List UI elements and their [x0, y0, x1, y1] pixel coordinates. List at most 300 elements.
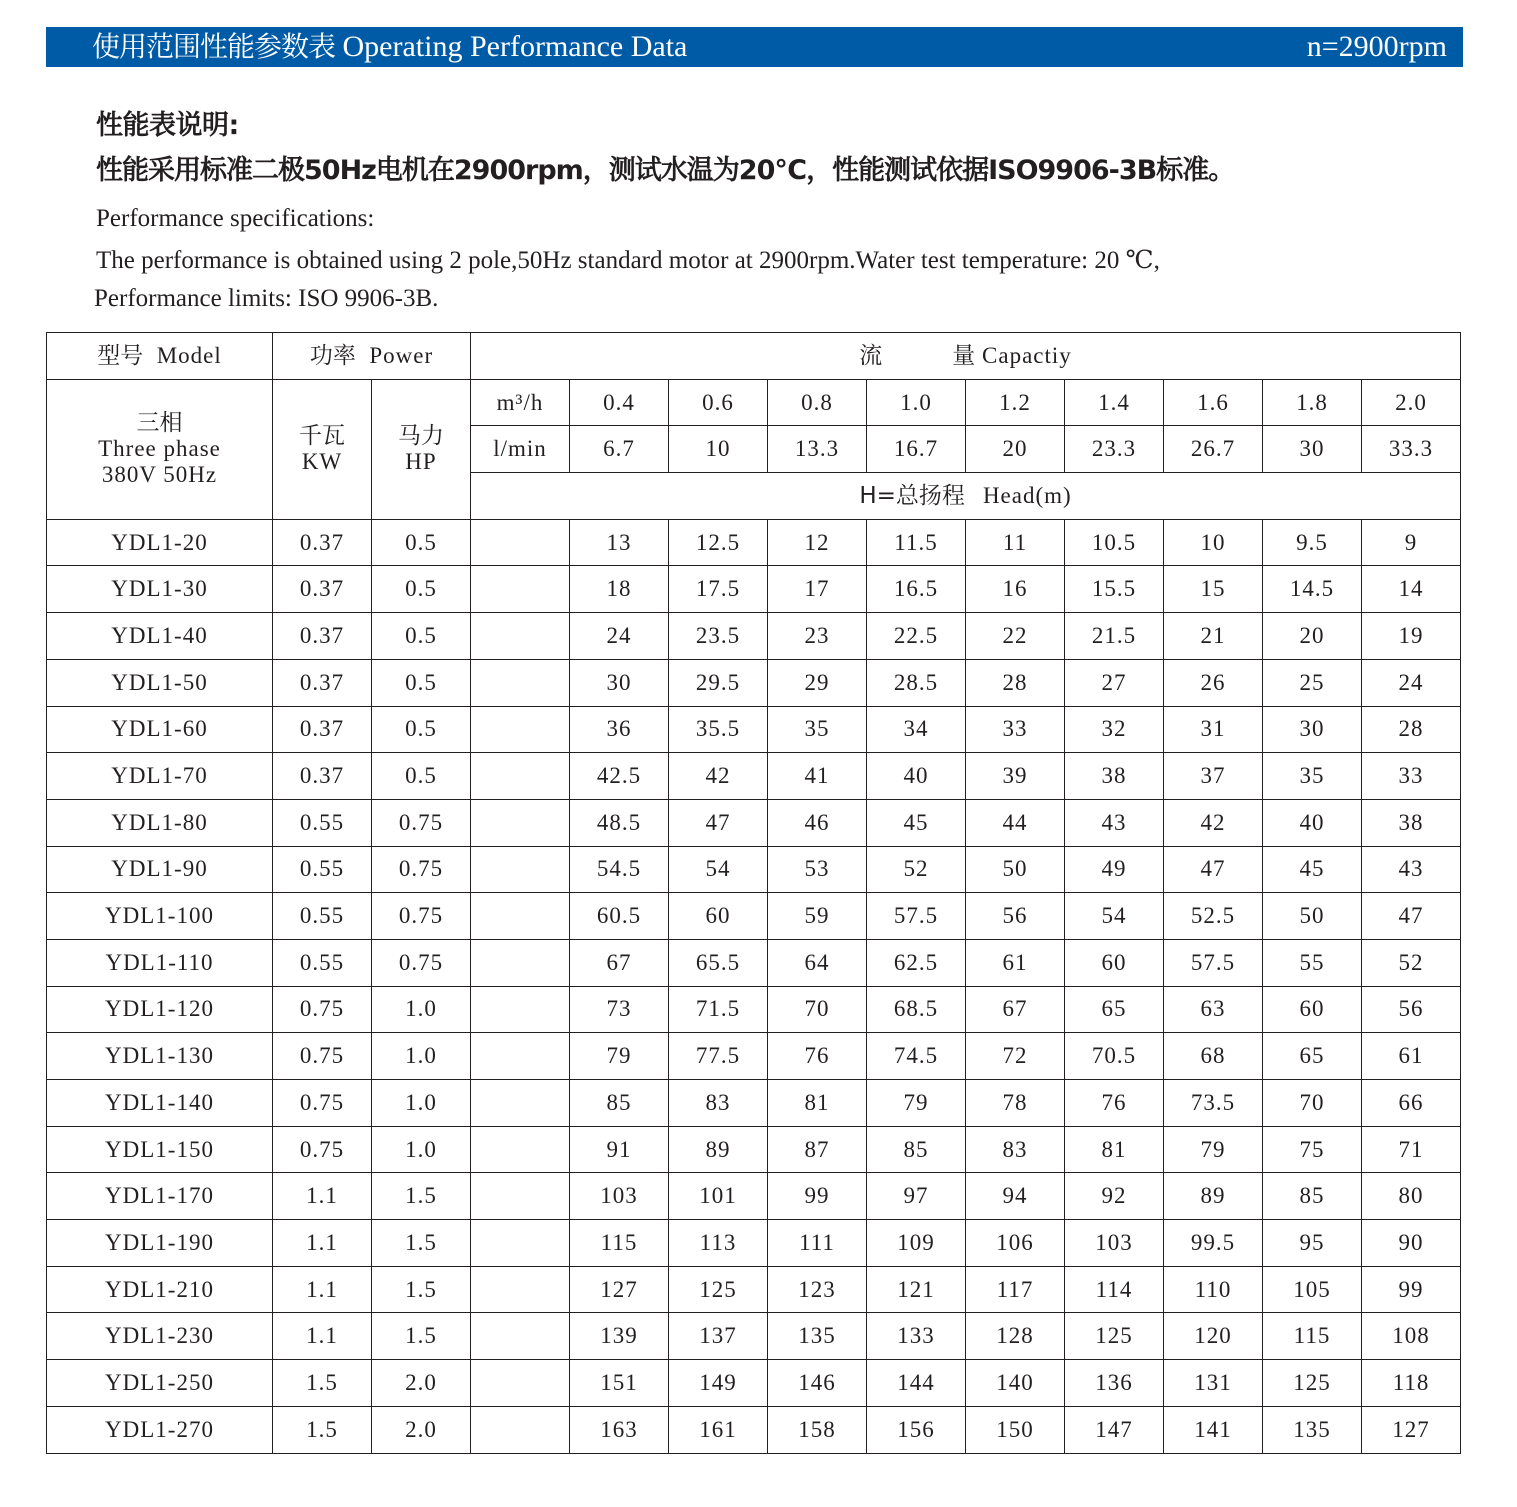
- model-cell: YDL1-50: [47, 659, 273, 706]
- head-cell: 20: [1263, 613, 1362, 660]
- header-banner: [46, 27, 1463, 67]
- head-cell: 42: [1164, 799, 1263, 846]
- head-cell: 118: [1362, 1360, 1461, 1407]
- head-cell: 110: [1164, 1266, 1263, 1313]
- hp-cell: 0.75: [372, 846, 471, 893]
- head-cell: 17: [768, 566, 867, 613]
- model-cell: YDL1-60: [47, 706, 273, 753]
- empty-unit-cell: [471, 753, 570, 800]
- flow-m3h-cell: 0.8: [768, 379, 867, 426]
- head-cell: 66: [1362, 1080, 1461, 1127]
- model-cell: YDL1-140: [47, 1080, 273, 1127]
- head-cell: 10: [1164, 519, 1263, 566]
- page-title-en: Operating Performance Data: [342, 30, 688, 63]
- head-cell: 99: [768, 1173, 867, 1220]
- empty-unit-cell: [471, 893, 570, 940]
- head-cell: 42: [669, 753, 768, 800]
- head-cell: 105: [1263, 1266, 1362, 1313]
- flow-m3h-cell: 1.6: [1164, 379, 1263, 426]
- kw-cell: 0.75: [273, 1033, 372, 1080]
- head-cell: 99.5: [1164, 1220, 1263, 1267]
- table-row: [47, 846, 1461, 893]
- head-cell: 47: [1164, 846, 1263, 893]
- head-cell: 50: [1263, 893, 1362, 940]
- head-cell: 72: [966, 1033, 1065, 1080]
- head-cell: 34: [867, 706, 966, 753]
- flow-m3h-cell: 2.0: [1362, 379, 1461, 426]
- hp-cell: 0.5: [372, 566, 471, 613]
- hp-cell: 1.5: [372, 1313, 471, 1360]
- model-cell: YDL1-70: [47, 753, 273, 800]
- head-cell: 60: [1065, 939, 1164, 986]
- hp-cell: 1.5: [372, 1266, 471, 1313]
- head-cell: 38: [1362, 799, 1461, 846]
- head-cell: 14.5: [1263, 566, 1362, 613]
- hp-cell: 0.5: [372, 753, 471, 800]
- head-cell: 114: [1065, 1266, 1164, 1313]
- head-cell: 31: [1164, 706, 1263, 753]
- head-cell: 22.5: [867, 613, 966, 660]
- head-cell: 16: [966, 566, 1065, 613]
- head-cell: 25: [1263, 659, 1362, 706]
- head-cell: 147: [1065, 1406, 1164, 1453]
- head-cell: 150: [966, 1406, 1065, 1453]
- empty-unit-cell: [471, 706, 570, 753]
- table-row: [47, 706, 1461, 753]
- hp-cell: 1.5: [372, 1173, 471, 1220]
- head-cell: 61: [966, 939, 1065, 986]
- head-cell: 33: [1362, 753, 1461, 800]
- hp-cell: 2.0: [372, 1406, 471, 1453]
- head-cell: 45: [1263, 846, 1362, 893]
- head-cell: 46: [768, 799, 867, 846]
- head-cell: 23.5: [669, 613, 768, 660]
- head-cell: 28: [1362, 706, 1461, 753]
- head-cell: 40: [867, 753, 966, 800]
- flow-lmin-cell: 6.7: [570, 426, 669, 473]
- note-text-en-line1: The performance is obtained using 2 pole,50Hz standard motor at 2900rpm.Water test temperature: 20 ℃,: [96, 247, 1160, 274]
- head-cell: 89: [669, 1126, 768, 1173]
- head-cell: 57.5: [867, 893, 966, 940]
- empty-unit-cell: [471, 566, 570, 613]
- flow-m3h-cell: 1.2: [966, 379, 1065, 426]
- head-cell: 67: [570, 939, 669, 986]
- head-cell: 65: [1263, 1033, 1362, 1080]
- model-cell: YDL1-150: [47, 1126, 273, 1173]
- unit-lmin: l/min: [471, 426, 570, 473]
- head-cell: 15.5: [1065, 566, 1164, 613]
- head-cell: 11: [966, 519, 1065, 566]
- head-cell: 106: [966, 1220, 1065, 1267]
- head-cell: 103: [570, 1173, 669, 1220]
- kw-cell: 1.1: [273, 1220, 372, 1267]
- model-cell: YDL1-230: [47, 1313, 273, 1360]
- head-cell: 21: [1164, 613, 1263, 660]
- table-row: [47, 1266, 1461, 1313]
- head-cell: 30: [1263, 706, 1362, 753]
- head-cell: 76: [768, 1033, 867, 1080]
- head-cell: 18: [570, 566, 669, 613]
- head-cell: 70: [768, 986, 867, 1033]
- head-cell: 54: [1065, 893, 1164, 940]
- head-cell: 56: [1362, 986, 1461, 1033]
- head-cell: 65.5: [669, 939, 768, 986]
- note-text-zh: 性能采用标准二极50Hz电机在2900rpm，测试水温为20℃，性能测试依据ISO9906-3B标准。: [96, 155, 1235, 186]
- hp-cell: 0.5: [372, 519, 471, 566]
- head-cell: 52.5: [1164, 893, 1263, 940]
- head-cell: 71: [1362, 1126, 1461, 1173]
- head-cell: 87: [768, 1126, 867, 1173]
- head-cell: 83: [669, 1080, 768, 1127]
- model-cell: YDL1-270: [47, 1406, 273, 1453]
- kw-cell: 0.55: [273, 939, 372, 986]
- head-cell: 47: [1362, 893, 1461, 940]
- table-row: [47, 659, 1461, 706]
- head-cell: 48.5: [570, 799, 669, 846]
- head-cell: 128: [966, 1313, 1065, 1360]
- head-cell: 71.5: [669, 986, 768, 1033]
- kw-cell: 1.5: [273, 1360, 372, 1407]
- capacity-header: 流 量 Capactiy: [471, 333, 1461, 380]
- head-cell: 123: [768, 1266, 867, 1313]
- model-cell: YDL1-20: [47, 519, 273, 566]
- head-cell: 136: [1065, 1360, 1164, 1407]
- head-cell: 90: [1362, 1220, 1461, 1267]
- head-cell: 109: [867, 1220, 966, 1267]
- kw-cell: 0.37: [273, 706, 372, 753]
- empty-unit-cell: [471, 1173, 570, 1220]
- head-cell: 95: [1263, 1220, 1362, 1267]
- hp-cell: 0.5: [372, 659, 471, 706]
- power-header: 功率 Power: [273, 333, 471, 380]
- head-cell: 94: [966, 1173, 1065, 1220]
- head-cell: 79: [1164, 1126, 1263, 1173]
- kw-cell: 0.55: [273, 846, 372, 893]
- table-row: [47, 1033, 1461, 1080]
- hp-cell: 1.0: [372, 986, 471, 1033]
- table-row: [47, 753, 1461, 800]
- flow-lmin-cell: 30: [1263, 426, 1362, 473]
- hp-cell: 0.75: [372, 893, 471, 940]
- table-row: [47, 799, 1461, 846]
- hp-cell: 1.5: [372, 1220, 471, 1267]
- head-cell: 52: [867, 846, 966, 893]
- empty-unit-cell: [471, 1080, 570, 1127]
- model-cell: YDL1-110: [47, 939, 273, 986]
- model-cell: YDL1-80: [47, 799, 273, 846]
- head-cell: 43: [1065, 799, 1164, 846]
- head-cell: 68.5: [867, 986, 966, 1033]
- head-cell: 77.5: [669, 1033, 768, 1080]
- flow-m3h-cell: 1.8: [1263, 379, 1362, 426]
- empty-unit-cell: [471, 519, 570, 566]
- head-cell: 11.5: [867, 519, 966, 566]
- head-cell: 16.5: [867, 566, 966, 613]
- head-cell: 60.5: [570, 893, 669, 940]
- head-cell: 73: [570, 986, 669, 1033]
- head-cell: 139: [570, 1313, 669, 1360]
- head-cell: 81: [768, 1080, 867, 1127]
- head-cell: 121: [867, 1266, 966, 1313]
- table-row: [47, 613, 1461, 660]
- head-cell: 111: [768, 1220, 867, 1267]
- head-cell: 60: [1263, 986, 1362, 1033]
- empty-unit-cell: [471, 1220, 570, 1267]
- head-cell: 73.5: [1164, 1080, 1263, 1127]
- head-cell: 163: [570, 1406, 669, 1453]
- flow-lmin-cell: 20: [966, 426, 1065, 473]
- head-cell: 149: [669, 1360, 768, 1407]
- head-cell: 115: [1263, 1313, 1362, 1360]
- head-cell: 41: [768, 753, 867, 800]
- head-cell: 113: [669, 1220, 768, 1267]
- head-header: H=总扬程 Head(m): [471, 473, 1461, 520]
- head-cell: 10.5: [1065, 519, 1164, 566]
- head-cell: 137: [669, 1313, 768, 1360]
- kw-cell: 1.1: [273, 1173, 372, 1220]
- head-cell: 14: [1362, 566, 1461, 613]
- head-cell: 44: [966, 799, 1065, 846]
- head-cell: 68: [1164, 1033, 1263, 1080]
- head-cell: 24: [570, 613, 669, 660]
- head-cell: 70: [1263, 1080, 1362, 1127]
- table-row: [47, 1220, 1461, 1267]
- head-cell: 89: [1164, 1173, 1263, 1220]
- head-cell: 28.5: [867, 659, 966, 706]
- empty-unit-cell: [471, 1126, 570, 1173]
- head-cell: 85: [1263, 1173, 1362, 1220]
- head-cell: 39: [966, 753, 1065, 800]
- head-cell: 15: [1164, 566, 1263, 613]
- head-cell: 80: [1362, 1173, 1461, 1220]
- head-cell: 12.5: [669, 519, 768, 566]
- head-cell: 99: [1362, 1266, 1461, 1313]
- head-cell: 38: [1065, 753, 1164, 800]
- head-cell: 97: [867, 1173, 966, 1220]
- head-cell: 12: [768, 519, 867, 566]
- head-cell: 56: [966, 893, 1065, 940]
- kw-cell: 0.37: [273, 519, 372, 566]
- flow-lmin-cell: 23.3: [1065, 426, 1164, 473]
- head-cell: 32: [1065, 706, 1164, 753]
- head-cell: 83: [966, 1126, 1065, 1173]
- head-cell: 101: [669, 1173, 768, 1220]
- head-cell: 59: [768, 893, 867, 940]
- head-cell: 78: [966, 1080, 1065, 1127]
- flow-lmin-cell: 10: [669, 426, 768, 473]
- table-row: [47, 939, 1461, 986]
- model-cell: YDL1-40: [47, 613, 273, 660]
- head-cell: 91: [570, 1126, 669, 1173]
- table-row: [47, 1126, 1461, 1173]
- flow-m3h-cell: 1.0: [867, 379, 966, 426]
- empty-unit-cell: [471, 613, 570, 660]
- hp-cell: 0.75: [372, 799, 471, 846]
- head-cell: 103: [1065, 1220, 1164, 1267]
- head-cell: 67: [966, 986, 1065, 1033]
- head-cell: 75: [1263, 1126, 1362, 1173]
- head-cell: 35: [768, 706, 867, 753]
- head-cell: 49: [1065, 846, 1164, 893]
- empty-unit-cell: [471, 986, 570, 1033]
- hp-cell: 0.5: [372, 706, 471, 753]
- model-cell: YDL1-250: [47, 1360, 273, 1407]
- unit-m3h: m³/h: [471, 379, 570, 426]
- head-cell: 85: [867, 1126, 966, 1173]
- head-cell: 161: [669, 1406, 768, 1453]
- head-cell: 24: [1362, 659, 1461, 706]
- note-heading-zh: 性能表说明:: [96, 110, 239, 141]
- head-cell: 125: [669, 1266, 768, 1313]
- head-cell: 28: [966, 659, 1065, 706]
- phase-header: 三相 Three phase 380V 50Hz: [47, 379, 273, 519]
- model-cell: YDL1-190: [47, 1220, 273, 1267]
- head-cell: 50: [966, 846, 1065, 893]
- empty-unit-cell: [471, 1360, 570, 1407]
- head-cell: 131: [1164, 1360, 1263, 1407]
- hp-cell: 1.0: [372, 1126, 471, 1173]
- head-cell: 146: [768, 1360, 867, 1407]
- model-cell: YDL1-30: [47, 566, 273, 613]
- head-cell: 74.5: [867, 1033, 966, 1080]
- head-cell: 115: [570, 1220, 669, 1267]
- head-cell: 108: [1362, 1313, 1461, 1360]
- table-row: [47, 986, 1461, 1033]
- empty-unit-cell: [471, 659, 570, 706]
- table-row: [47, 893, 1461, 940]
- head-cell: 9.5: [1263, 519, 1362, 566]
- head-cell: 29.5: [669, 659, 768, 706]
- page-title-zh: 使用范围性能参数表: [92, 30, 336, 63]
- head-cell: 81: [1065, 1126, 1164, 1173]
- model-header: 型号 Model: [47, 333, 273, 380]
- head-cell: 135: [1263, 1406, 1362, 1453]
- flow-lmin-cell: 26.7: [1164, 426, 1263, 473]
- head-cell: 92: [1065, 1173, 1164, 1220]
- head-cell: 40: [1263, 799, 1362, 846]
- head-cell: 19: [1362, 613, 1461, 660]
- head-cell: 54: [669, 846, 768, 893]
- head-cell: 158: [768, 1406, 867, 1453]
- head-cell: 125: [1065, 1313, 1164, 1360]
- empty-unit-cell: [471, 1266, 570, 1313]
- head-cell: 120: [1164, 1313, 1263, 1360]
- head-cell: 21.5: [1065, 613, 1164, 660]
- kw-cell: 0.75: [273, 986, 372, 1033]
- kw-cell: 1.1: [273, 1313, 372, 1360]
- head-cell: 43: [1362, 846, 1461, 893]
- head-cell: 76: [1065, 1080, 1164, 1127]
- note-text-en-line2: Performance limits: ISO 9906-3B.: [94, 285, 439, 312]
- empty-unit-cell: [471, 939, 570, 986]
- head-cell: 37: [1164, 753, 1263, 800]
- kw-cell: 0.37: [273, 659, 372, 706]
- table-row: [47, 1173, 1461, 1220]
- head-cell: 79: [570, 1033, 669, 1080]
- kw-cell: 0.37: [273, 753, 372, 800]
- kw-cell: 0.55: [273, 799, 372, 846]
- kw-cell: 0.55: [273, 893, 372, 940]
- page-title: [92, 27, 687, 67]
- head-cell: 55: [1263, 939, 1362, 986]
- kw-cell: 0.37: [273, 613, 372, 660]
- head-cell: 63: [1164, 986, 1263, 1033]
- performance-table: [46, 332, 1461, 1454]
- model-cell: YDL1-130: [47, 1033, 273, 1080]
- empty-unit-cell: [471, 1313, 570, 1360]
- head-cell: 156: [867, 1406, 966, 1453]
- flow-m3h-row: [47, 379, 1461, 426]
- rated-speed: n=2900rpm: [1306, 30, 1447, 63]
- head-cell: 42.5: [570, 753, 669, 800]
- model-cell: YDL1-210: [47, 1266, 273, 1313]
- model-cell: YDL1-120: [47, 986, 273, 1033]
- head-cell: 35.5: [669, 706, 768, 753]
- header-row-1: [47, 333, 1461, 380]
- head-cell: 45: [867, 799, 966, 846]
- empty-unit-cell: [471, 1406, 570, 1453]
- head-cell: 127: [570, 1266, 669, 1313]
- head-cell: 65: [1065, 986, 1164, 1033]
- head-cell: 13: [570, 519, 669, 566]
- head-cell: 52: [1362, 939, 1461, 986]
- head-cell: 61: [1362, 1033, 1461, 1080]
- head-cell: 29: [768, 659, 867, 706]
- model-cell: YDL1-100: [47, 893, 273, 940]
- head-cell: 9: [1362, 519, 1461, 566]
- hp-header: 马力 HP: [372, 379, 471, 519]
- empty-unit-cell: [471, 846, 570, 893]
- table-row: [47, 1406, 1461, 1453]
- model-cell: YDL1-170: [47, 1173, 273, 1220]
- head-cell: 135: [768, 1313, 867, 1360]
- hp-cell: 1.0: [372, 1080, 471, 1127]
- flow-m3h-cell: 0.6: [669, 379, 768, 426]
- head-cell: 35: [1263, 753, 1362, 800]
- head-cell: 79: [867, 1080, 966, 1127]
- head-cell: 47: [669, 799, 768, 846]
- table-row: [47, 1360, 1461, 1407]
- hp-cell: 2.0: [372, 1360, 471, 1407]
- head-cell: 117: [966, 1266, 1065, 1313]
- kw-header: 千瓦 KW: [273, 379, 372, 519]
- empty-unit-cell: [471, 799, 570, 846]
- head-cell: 144: [867, 1360, 966, 1407]
- kw-cell: 0.75: [273, 1080, 372, 1127]
- head-cell: 140: [966, 1360, 1065, 1407]
- head-cell: 36: [570, 706, 669, 753]
- head-cell: 60: [669, 893, 768, 940]
- table-row: [47, 519, 1461, 566]
- head-cell: 62.5: [867, 939, 966, 986]
- head-cell: 127: [1362, 1406, 1461, 1453]
- head-cell: 151: [570, 1360, 669, 1407]
- model-cell: YDL1-90: [47, 846, 273, 893]
- head-cell: 57.5: [1164, 939, 1263, 986]
- head-cell: 33: [966, 706, 1065, 753]
- kw-cell: 1.5: [273, 1406, 372, 1453]
- head-cell: 23: [768, 613, 867, 660]
- kw-cell: 0.75: [273, 1126, 372, 1173]
- head-cell: 70.5: [1065, 1033, 1164, 1080]
- head-cell: 141: [1164, 1406, 1263, 1453]
- flow-lmin-cell: 33.3: [1362, 426, 1461, 473]
- kw-cell: 1.1: [273, 1266, 372, 1313]
- hp-cell: 0.75: [372, 939, 471, 986]
- head-cell: 27: [1065, 659, 1164, 706]
- flow-m3h-cell: 0.4: [570, 379, 669, 426]
- flow-lmin-cell: 16.7: [867, 426, 966, 473]
